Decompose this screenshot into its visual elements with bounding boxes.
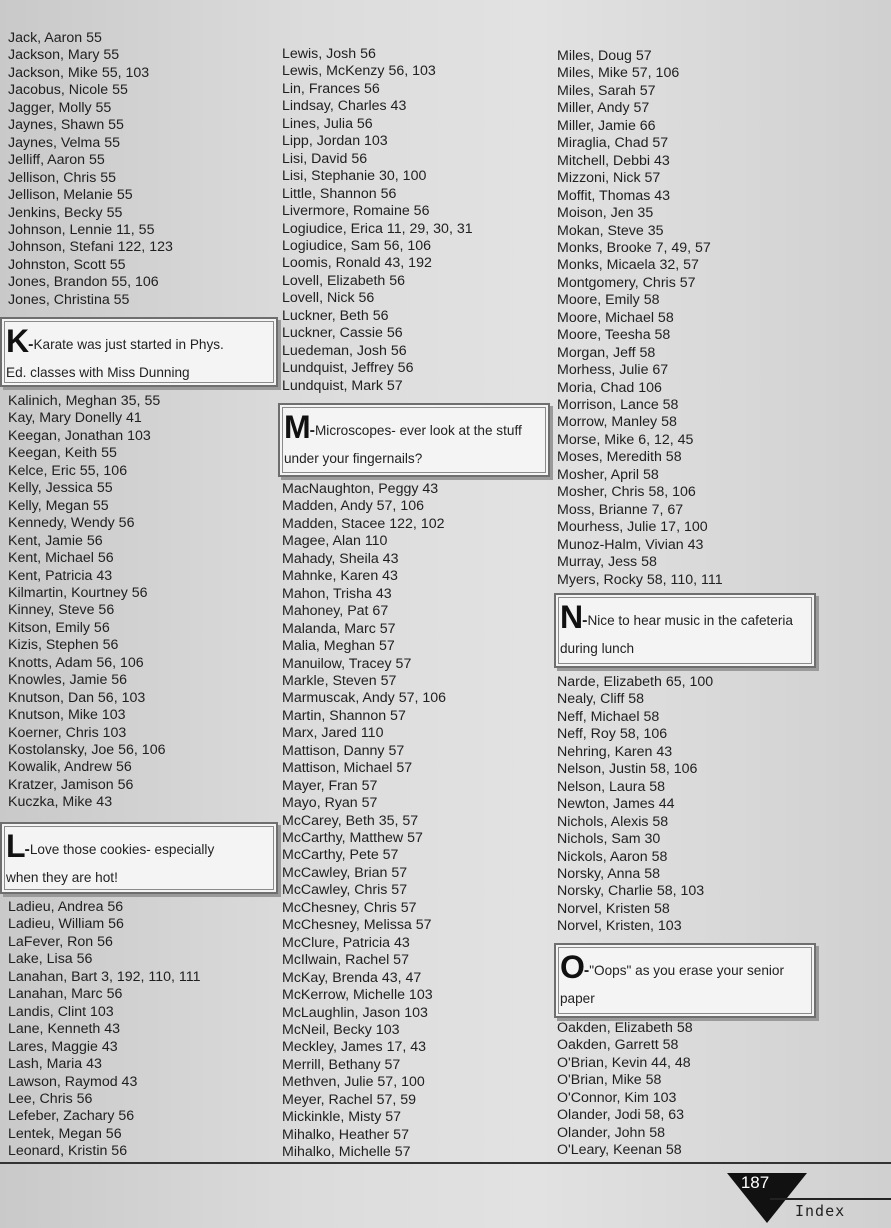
index-entry: Kelly, Megan 55: [8, 497, 109, 514]
index-entry: Lee, Chris 56: [8, 1090, 93, 1107]
index-entry: Johnson, Stefani 122, 123: [8, 239, 173, 256]
callout-line-2: when they are hot!: [6, 870, 118, 885]
index-entry: Lash, Maria 43: [8, 1056, 102, 1073]
index-entry: Jacobus, Nicole 55: [8, 82, 128, 99]
index-entry: Lovell, Elizabeth 56: [282, 272, 406, 289]
index-entry: Lisi, Stephanie 30, 100: [282, 168, 427, 185]
index-entry: Morhess, Julie 67: [557, 362, 669, 379]
index-entry: Montgomery, Chris 57: [557, 274, 696, 291]
index-entry: McClure, Patricia 43: [282, 934, 410, 951]
index-entry: Madden, Stacee 122, 102: [282, 515, 445, 532]
bottom-divider: [0, 1162, 891, 1164]
index-entry: Lindsay, Charles 43: [282, 98, 407, 115]
letter-callout-box: [0, 822, 278, 894]
index-entry: Malanda, Marc 57: [282, 620, 396, 637]
callout-letter: N: [560, 599, 583, 635]
index-entry: McCawley, Chris 57: [282, 882, 408, 899]
index-entry: Lawson, Raymod 43: [8, 1073, 138, 1090]
index-entry: Jagger, Molly 55: [8, 99, 112, 116]
index-entry: Markle, Steven 57: [282, 672, 397, 689]
index-entry: Mourhess, Julie 17, 100: [557, 519, 708, 536]
index-entry: Moison, Jen 35: [557, 205, 654, 222]
index-entry: Nichols, Alexis 58: [557, 813, 669, 830]
index-entry: Kizis, Stephen 56: [8, 637, 119, 654]
index-entry: Monks, Brooke 7, 49, 57: [557, 239, 711, 256]
index-entry: Lane, Kenneth 43: [8, 1021, 121, 1038]
index-entry: Jack, Aaron 55: [8, 30, 102, 46]
section-label: Index: [795, 1202, 846, 1220]
index-entry: McCarey, Beth 35, 57: [282, 812, 419, 829]
index-entry: McNeil, Becky 103: [282, 1021, 400, 1038]
index-entry: Methven, Julie 57, 100: [282, 1074, 425, 1091]
callout-line-2: paper: [560, 991, 595, 1006]
index-entry: Little, Shannon 56: [282, 185, 397, 202]
index-entry: Lares, Maggie 43: [8, 1038, 118, 1055]
index-entry: McKay, Brenda 43, 47: [282, 969, 422, 986]
index-entry: Norvel, Kristen 58: [557, 900, 670, 917]
callout-line-2: under your fingernails?: [284, 451, 423, 466]
index-entry: Lewis, Josh 56: [282, 46, 376, 62]
index-entry: Morgan, Jeff 58: [557, 344, 656, 361]
index-entry: Kent, Michael 56: [8, 550, 114, 567]
callout-line-1: [560, 599, 808, 635]
callout-letter: O: [560, 949, 584, 985]
index-entry: Mosher, April 58: [557, 466, 659, 483]
index-entry: Lefeber, Zachary 56: [8, 1108, 135, 1125]
index-entry: Nelson, Laura 58: [557, 778, 666, 795]
index-entry: Lovell, Nick 56: [282, 290, 375, 307]
index-entry: Mihalko, Heather 57: [282, 1126, 409, 1143]
index-entry: Miles, Mike 57, 106: [557, 65, 680, 82]
callout-line-1: [284, 409, 542, 445]
index-entry: LaFever, Ron 56: [8, 933, 113, 950]
index-entry: Lanahan, Marc 56: [8, 986, 123, 1003]
index-entry: Miller, Jamie 66: [557, 117, 656, 134]
index-entry: Morse, Mike 6, 12, 45: [557, 431, 694, 448]
index-entry: Mahoney, Pat 67: [282, 603, 389, 620]
index-entry: Kuczka, Mike 43: [8, 794, 113, 811]
index-entry: Norvel, Kristen, 103: [557, 918, 682, 935]
index-entry: Keegan, Keith 55: [8, 445, 117, 462]
index-entry: McCawley, Brian 57: [282, 864, 408, 881]
index-entry: Merrill, Bethany 57: [282, 1056, 401, 1073]
callout-text: Microscopes- ever look at the stuff: [314, 423, 522, 438]
index-entry: Lundquist, Mark 57: [282, 377, 403, 394]
index-entry: Oakden, Elizabeth 58: [557, 1020, 693, 1036]
index-entry: Jackson, Mary 55: [8, 47, 120, 64]
index-entry: Malia, Meghan 57: [282, 638, 395, 655]
index-entry: Knowles, Jamie 56: [8, 672, 128, 689]
index-entry: Ladieu, William 56: [8, 916, 124, 933]
index-entry: Mahnke, Karen 43: [282, 568, 398, 585]
index-entry: Landis, Clint 103: [8, 1003, 114, 1020]
index-entry: Madden, Andy 57, 106: [282, 498, 424, 515]
index-entry: Jellison, Melanie 55: [8, 187, 133, 204]
callout-letter: M: [284, 409, 310, 445]
index-entry: Miles, Doug 57: [557, 48, 652, 64]
index-entry: Logiudice, Sam 56, 106: [282, 237, 432, 254]
index-entry: Mahady, Sheila 43: [282, 550, 399, 567]
index-entry: Moore, Michael 58: [557, 309, 674, 326]
index-entry: Norsky, Charlie 58, 103: [557, 883, 705, 900]
index-entry: Moses, Meredith 58: [557, 449, 682, 466]
index-entry: Lisi, David 56: [282, 150, 368, 167]
index-entry: Lanahan, Bart 3, 192, 110, 111: [8, 968, 201, 985]
index-entry: Morrow, Manley 58: [557, 414, 677, 431]
index-entry: Kent, Patricia 43: [8, 567, 113, 584]
index-entry: Mitchell, Debbi 43: [557, 152, 670, 169]
index-entry: Knotts, Adam 56, 106: [8, 654, 144, 671]
index-entry: Kalinich, Meghan 35, 55: [8, 393, 161, 409]
callout-letter: K: [6, 323, 29, 359]
index-entry: Magee, Alan 110: [282, 533, 388, 550]
index-entry: Johnston, Scott 55: [8, 256, 126, 273]
index-entry: O'Brian, Mike 58: [557, 1072, 662, 1089]
index-entry: McKerrow, Michelle 103: [282, 987, 433, 1004]
index-entry: Moore, Teesha 58: [557, 327, 671, 344]
callout-text: "Oops" as you erase your senior: [589, 963, 784, 978]
callout-text: Love those cookies- especially: [29, 842, 215, 857]
index-entry: Moss, Brianne 7, 67: [557, 501, 684, 518]
index-entry: Marmuscak, Andy 57, 106: [282, 690, 447, 707]
index-entry: Livermore, Romaine 56: [282, 203, 430, 220]
callout-dash: -: [583, 962, 590, 979]
callout-letter: L: [6, 828, 25, 864]
callout-line-2: Ed. classes with Miss Dunning: [6, 365, 190, 380]
index-entry: Mosher, Chris 58, 106: [557, 484, 696, 501]
callout-line-1: [6, 828, 270, 864]
index-entry: Newton, James 44: [557, 796, 675, 813]
index-entry: Loomis, Ronald 43, 192: [282, 255, 432, 272]
index-entry: Neff, Michael 58: [557, 708, 660, 725]
index-entry: Kennedy, Wendy 56: [8, 515, 135, 532]
index-entry: Olander, Jodi 58, 63: [557, 1107, 684, 1124]
index-entry: Norsky, Anna 58: [557, 865, 661, 882]
index-entry: Meckley, James 17, 43: [282, 1039, 427, 1056]
index-entry: Keegan, Jonathan 103: [8, 427, 151, 444]
index-entry: Luckner, Cassie 56: [282, 325, 403, 342]
index-entry: Jaynes, Shawn 55: [8, 117, 124, 134]
index-entry: Koerner, Chris 103: [8, 724, 127, 741]
index-entry: Oakden, Garrett 58: [557, 1037, 679, 1054]
callout-text: Nice to hear music in the cafeteria: [587, 613, 793, 628]
index-entry: Manuilow, Tracey 57: [282, 655, 412, 672]
index-entry: Miles, Sarah 57: [557, 82, 656, 99]
index-entry: Jones, Christina 55: [8, 291, 130, 308]
index-entry: Mokan, Steve 35: [557, 222, 664, 239]
index-entry: Kratzer, Jamison 56: [8, 776, 134, 793]
index-entry: MacNaughton, Peggy 43: [282, 481, 439, 497]
index-entry: McChesney, Melissa 57: [282, 917, 432, 934]
index-entry: Martin, Shannon 57: [282, 707, 406, 724]
index-entry: Luedeman, Josh 56: [282, 342, 407, 359]
index-entry: Lipp, Jordan 103: [282, 133, 388, 150]
page-number: 187: [740, 1173, 770, 1192]
callout-line-2: during lunch: [560, 641, 635, 656]
index-entry: Murray, Jess 58: [557, 554, 657, 571]
index-entry: Mattison, Michael 57: [282, 760, 413, 777]
index-entry: Knutson, Dan 56, 103: [8, 689, 146, 706]
index-entry: McCarthy, Pete 57: [282, 847, 399, 864]
letter-callout-box: [554, 943, 816, 1018]
index-entry: Kent, Jamie 56: [8, 532, 103, 549]
index-entry: Olander, John 58: [557, 1124, 666, 1141]
callout-line-1: [6, 323, 270, 359]
index-entry: Kostolansky, Joe 56, 106: [8, 742, 166, 758]
index-entry: O'Brian, Kevin 44, 48: [557, 1054, 691, 1071]
index-entry: Jaynes, Velma 55: [8, 134, 120, 151]
index-entry: Mayo, Ryan 57: [282, 795, 378, 812]
index-entry: Jones, Brandon 55, 106: [8, 274, 159, 291]
index-entry: Kinney, Steve 56: [8, 602, 115, 619]
index-entry: McChesney, Chris 57: [282, 899, 417, 916]
index-entry: Nichols, Sam 30: [557, 831, 661, 848]
index-entry: Moore, Emily 58: [557, 292, 660, 309]
index-entry: McLaughlin, Jason 103: [282, 1004, 428, 1021]
index-entry: Mizzoni, Nick 57: [557, 170, 661, 187]
index-entry: Jackson, Mike 55, 103: [8, 64, 150, 81]
index-entry: Mihalko, Michelle 57: [282, 1144, 411, 1161]
index-entry: Munoz-Halm, Vivian 43: [557, 536, 704, 553]
index-entry: O'Connor, Kim 103: [557, 1089, 677, 1106]
index-entry: Nealy, Cliff 58: [557, 691, 645, 708]
index-entry: Narde, Elizabeth 65, 100: [557, 674, 714, 690]
index-entry: Lines, Julia 56: [282, 115, 373, 132]
index-entry: Lake, Lisa 56: [8, 951, 93, 968]
index-entry: Kitson, Emily 56: [8, 619, 110, 636]
callout-dash: -: [582, 612, 588, 629]
index-entry: Kelce, Eric 55, 106: [8, 462, 128, 479]
callout-text: Karate was just started in Phys.: [33, 337, 224, 352]
index-entry: Nelson, Justin 58, 106: [557, 761, 698, 778]
index-entry: Mattison, Danny 57: [282, 742, 405, 759]
index-entry: Miller, Andy 57: [557, 100, 650, 117]
index-entry: Leonard, Kristin 56: [8, 1143, 128, 1160]
index-entry: Johnson, Lennie 11, 55: [8, 221, 155, 238]
index-entry: Meyer, Rachel 57, 59: [282, 1091, 417, 1108]
index-entry: Jenkins, Becky 55: [8, 204, 123, 221]
index-entry: Kilmartin, Kourtney 56: [8, 584, 148, 601]
index-entry: Luckner, Beth 56: [282, 307, 389, 324]
index-entry: Lundquist, Jeffrey 56: [282, 360, 414, 377]
index-entry: O'Leary, Keenan 58: [557, 1142, 682, 1159]
index-entry: McIlwain, Rachel 57: [282, 952, 409, 969]
index-entry: Jellison, Chris 55: [8, 169, 117, 186]
index-entry: Morrison, Lance 58: [557, 397, 679, 413]
index-entry: Mahon, Trisha 43: [282, 585, 392, 602]
index-entry: Mayer, Fran 57: [282, 777, 378, 794]
index-entry: Lin, Frances 56: [282, 80, 380, 97]
index-entry: Nehring, Karen 43: [557, 743, 673, 760]
index-entry: Miraglia, Chad 57: [557, 135, 669, 152]
footer-rule: [770, 1198, 891, 1200]
letter-callout-box: [554, 593, 816, 668]
index-entry: Moffit, Thomas 43: [557, 187, 671, 204]
index-entry: Logiudice, Erica 11, 29, 30, 31: [282, 220, 473, 237]
index-entry: Kowalik, Andrew 56: [8, 759, 132, 776]
index-entry: Nickols, Aaron 58: [557, 848, 668, 865]
index-entry: Lentek, Megan 56: [8, 1125, 122, 1142]
letter-callout-box: [0, 317, 278, 387]
callout-dash: -: [309, 422, 315, 439]
index-entry: Monks, Micaela 32, 57: [557, 257, 699, 274]
letter-callout-box: [278, 403, 550, 477]
index-entry: Kelly, Jessica 55: [8, 480, 113, 497]
index-entry: McCarthy, Matthew 57: [282, 830, 423, 846]
index-entry: Moria, Chad 106: [557, 379, 662, 396]
index-entry: Marx, Jared 110: [282, 725, 384, 742]
callout-dash: -: [24, 841, 30, 858]
index-entry: Kay, Mary Donelly 41: [8, 410, 142, 427]
callout-line-1: [560, 949, 808, 985]
callout-dash: -: [28, 336, 34, 353]
index-entry: Mickinkle, Misty 57: [282, 1109, 402, 1126]
index-entry: Jelliff, Aaron 55: [8, 152, 105, 169]
index-entry: Myers, Rocky 58, 110, 111: [557, 571, 723, 588]
index-entry: Ladieu, Andrea 56: [8, 899, 124, 915]
index-entry: Lewis, McKenzy 56, 103: [282, 63, 436, 80]
index-entry: Knutson, Mike 103: [8, 707, 126, 724]
index-entry: Neff, Roy 58, 106: [557, 726, 668, 743]
